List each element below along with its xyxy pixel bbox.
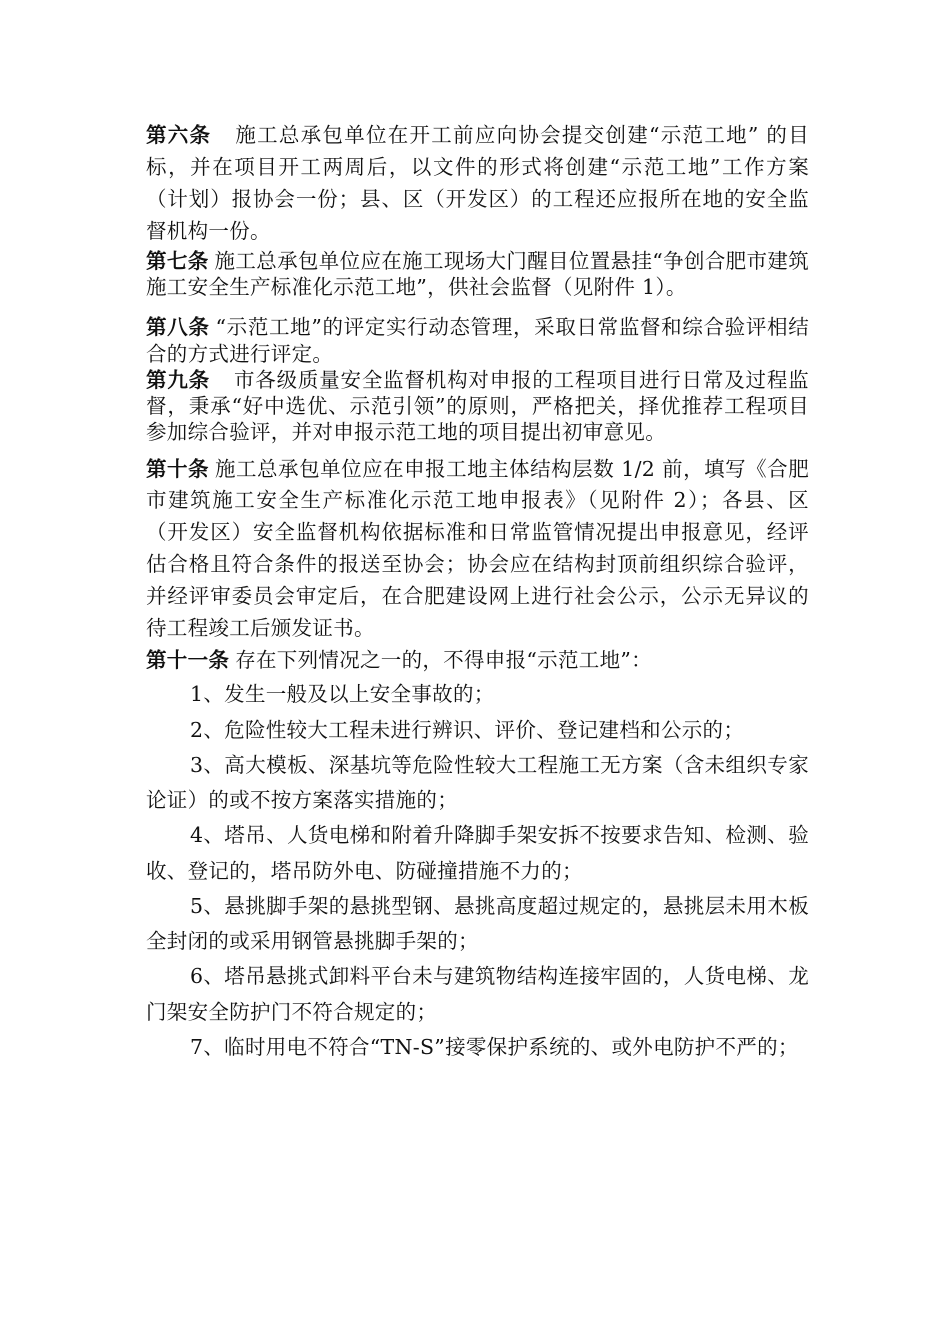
article-label: 第九条 [146,367,210,392]
article-6 [146,120,809,248]
list-item: 7、临时用电不符合“TN-S”接零保护系统的、或外电防护不严的； [190,1034,799,1059]
article-9 [146,367,809,446]
article-label: 第六条 [146,123,212,147]
article-text: 存在下列情况之一的，不得申报“示范工地”： [235,648,652,673]
document-page [146,120,809,1065]
article-text: 施工总承包单位应在申报工地主体结构层数 1/2 前，填写《合肥市建筑施工安全生产标准化示范工地申报表》（见附件 2）；各县、区（开发区）安全监督机构依据标准和日常监管情况提出申报意见，经评估合格且符合条件的报送至协会；协会应在结构封顶前组织综合验评，并经评审委员会审定后，在合肥建设网上进行社会公示，公示无异议的待工程竣工后颁发证书。 [146,456,809,641]
article-11 [146,645,809,677]
article-text: 施工总承包单位在开工前应向协会提交创建“示范工地” 的目标，并在项目开工两周后，以文件的形式将创建“示范工地”工作方案（计划）报协会一份；县、区（开发区）的工程还应报所在地的安全监督机构一份。 [146,123,810,243]
list-item: 6、塔吊悬挑式卸料平台未与建筑物结构连接牢固的，人货电梯、龙门架安全防护门不符合规定的； [146,964,809,1024]
article-label: 第十条 [146,456,210,481]
article-label: 第七条 [146,248,209,273]
list-item: 3、高大模板、深基坑等危险性较大工程施工无方案（含未组织专家论证）的或不按方案落实措施的； [146,752,809,813]
article-label: 第十一条 [146,648,230,673]
article-label: 第八条 [146,315,210,340]
list-item: 2、危险性较大工程未进行辨识、评价、登记建档和公示的； [190,717,745,742]
list-item: 4、塔吊、人货电梯和附着升降脚手架安拆不按要求告知、检测、验收、登记的，塔吊防外电、防碰撞措施不力的； [146,823,809,883]
article-10 [146,454,809,646]
article-text: “示范工地”的评定实行动态管理，采取日常监督和综合验评相结合的方式进行评定。 [146,315,809,366]
list-item: 1、发生一般及以上安全事故的； [190,682,495,707]
article-text: 市各级质量安全监督机构对申报的工程项目进行日常及过程监督，秉承“好中选优、示范引领”的原则，严格把关，择优推荐工程项目参加综合验评，并对申报示范工地的项目提出初审意见。 [146,367,809,445]
article-8 [146,314,809,366]
article-text: 施工总承包单位应在施工现场大门醒目位置悬挂“争创合肥市建筑施工安全生产标准化示范工地”，供社会监督（见附件 1）。 [146,248,809,300]
list-item: 5、悬挑脚手架的悬挑型钢、悬挑高度超过规定的，悬挑层未用木板全封闭的或采用钢管悬挑脚手架的； [146,893,809,954]
article-7 [146,248,809,300]
